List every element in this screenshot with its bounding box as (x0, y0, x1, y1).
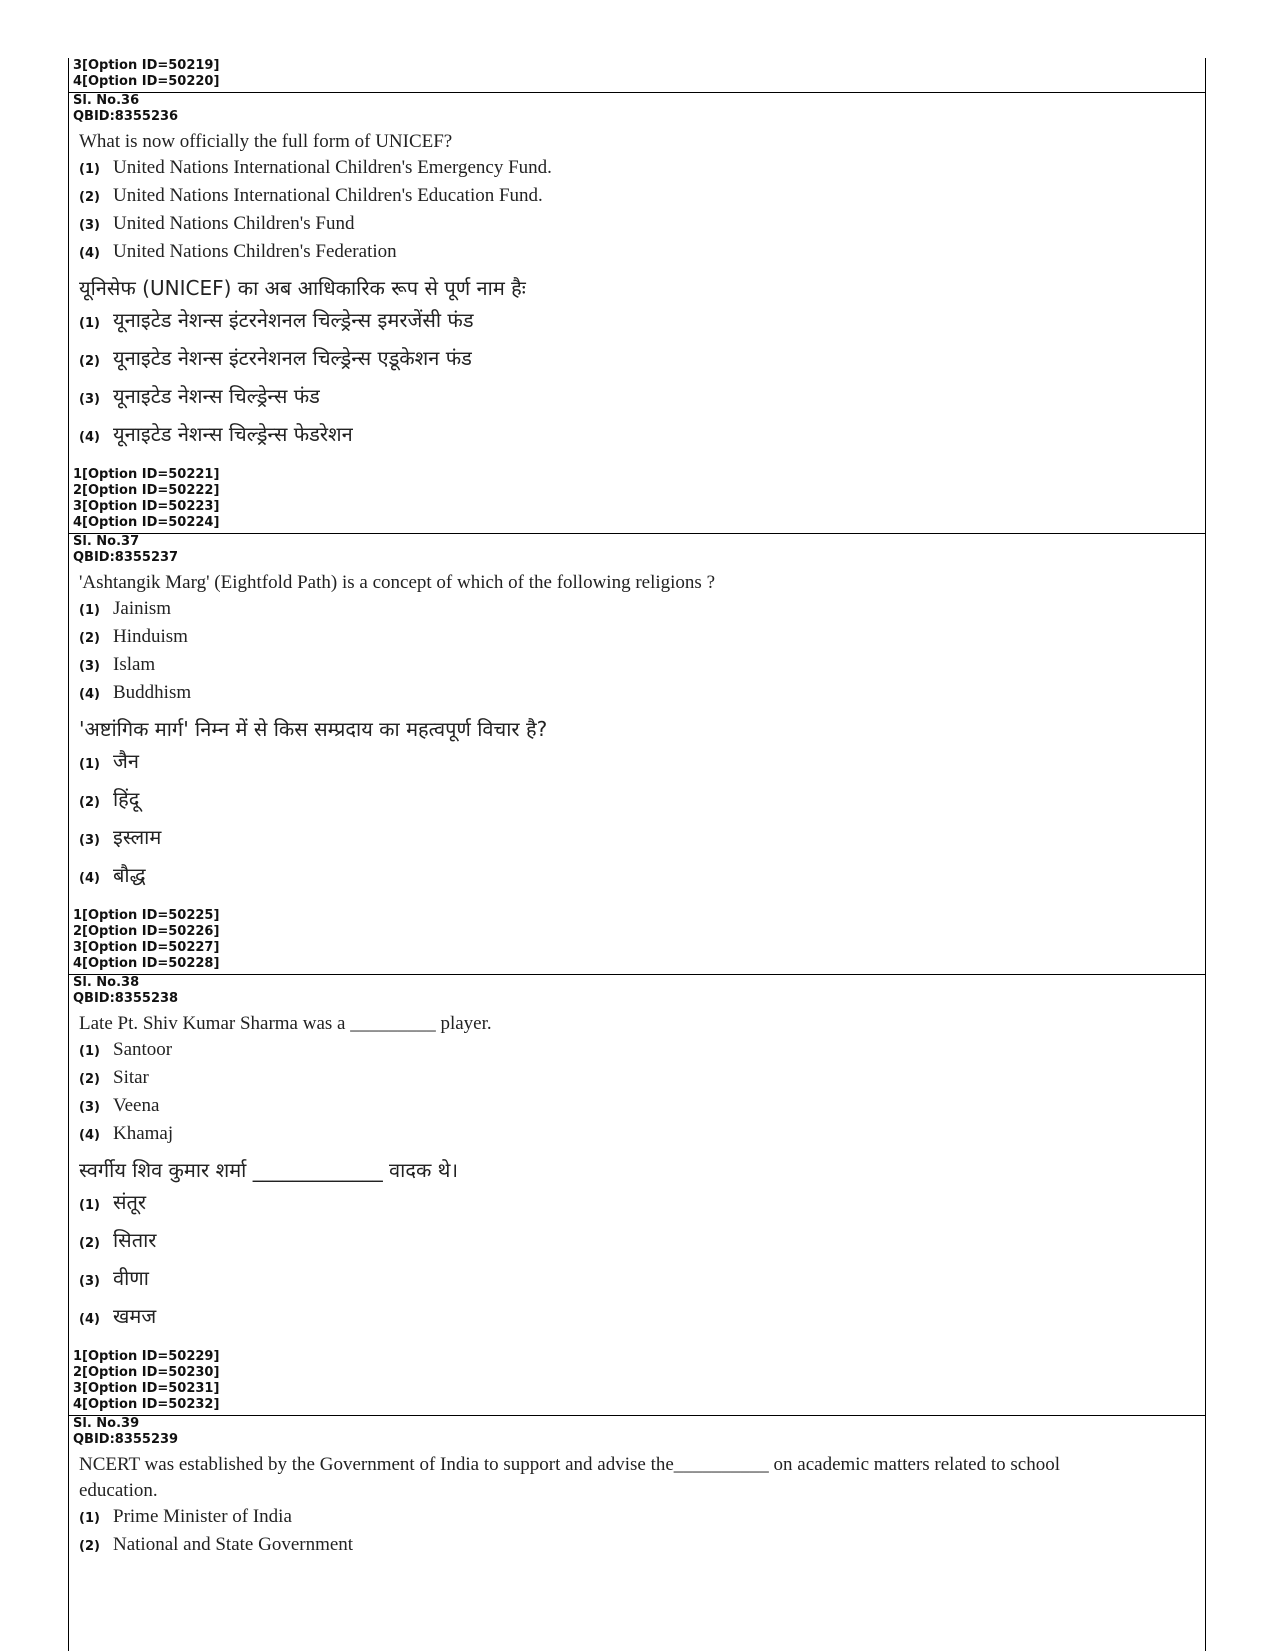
question-text-en: Late Pt. Shiv Kumar Sharma was a _________ player. (79, 1013, 492, 1034)
option-hi-4 (73, 417, 1201, 455)
option-en-4 (73, 680, 1201, 708)
option-number: (1) (79, 757, 100, 772)
option-text: United Nations Children's Fund (113, 213, 355, 234)
option-id-line: 3[Option ID=50231] (73, 1381, 220, 1396)
option-en-3 (73, 211, 1201, 239)
option-hi-1 (73, 303, 1201, 341)
option-id-line: 3[Option ID=50227] (73, 940, 220, 955)
qbid: QBID:8355239 (73, 1432, 179, 1447)
option-en-4 (73, 239, 1201, 267)
option-hi-4 (73, 858, 1201, 896)
question-paper (68, 58, 1206, 1651)
question-text-hi: 'अष्टांगिक मार्ग' निम्न में से किस सम्प्रदाय का महत्वपूर्ण विचार है? (79, 717, 548, 741)
option-number: (3) (79, 218, 100, 233)
option-text: Buddhism (113, 682, 192, 703)
option-text: सितार (113, 1228, 157, 1252)
option-number: (1) (79, 162, 100, 177)
option-number: (1) (79, 1198, 100, 1213)
qbid: QBID:8355236 (73, 109, 179, 124)
option-number: (3) (79, 659, 100, 674)
question-text-hi: स्वर्गीय शिव कुमार शर्मा _____________ वादक थे। (79, 1158, 459, 1182)
option-id-line: 3[Option ID=50223] (73, 499, 220, 514)
serial-number: Sl. No.38 (73, 975, 140, 990)
option-hi-2 (73, 341, 1201, 379)
option-id-line: 2[Option ID=50226] (73, 924, 220, 939)
option-en-2 (73, 1065, 1201, 1093)
option-en-1 (73, 1504, 1201, 1532)
option-text: National and State Government (113, 1534, 354, 1555)
option-id-line: 4[Option ID=50220] (73, 74, 220, 89)
option-text: Veena (113, 1095, 160, 1116)
option-text: Santoor (113, 1039, 173, 1060)
serial-number: Sl. No.37 (73, 534, 140, 549)
option-text: बौद्ध (113, 863, 146, 887)
question-block-39 (69, 1416, 1205, 1560)
option-number: (1) (79, 603, 100, 618)
option-id-line: 4[Option ID=50224] (73, 515, 220, 530)
option-id-line: 2[Option ID=50230] (73, 1365, 220, 1380)
question-text-en: 'Ashtangik Marg' (Eightfold Path) is a concept of which of the following religions ? (79, 572, 716, 593)
option-number: (4) (79, 1128, 100, 1143)
option-ids (73, 467, 1201, 533)
option-text: Sitar (113, 1067, 149, 1088)
question-block-36 (69, 93, 1205, 534)
option-hi-2 (73, 1223, 1201, 1261)
option-number: (3) (79, 392, 100, 407)
option-number: (1) (79, 1044, 100, 1059)
option-number: (4) (79, 687, 100, 702)
option-hi-3 (73, 1261, 1201, 1299)
option-en-2 (73, 624, 1201, 652)
option-number: (4) (79, 871, 100, 886)
option-en-3 (73, 1093, 1201, 1121)
option-text: United Nations International Children's Education Fund. (113, 185, 543, 206)
option-en-1 (73, 155, 1201, 183)
option-text: हिंदू (113, 787, 140, 811)
option-hi-1 (73, 744, 1201, 782)
qbid: QBID:8355238 (73, 991, 179, 1006)
option-text: इस्लाम (113, 825, 162, 849)
option-number: (1) (79, 316, 100, 331)
option-text: यूनाइटेड नेशन्स इंटरनेशनल चिल्ड्रेन्स एडूकेशन फंड (113, 346, 472, 370)
option-en-1 (73, 596, 1201, 624)
option-text: United Nations Children's Federation (113, 241, 397, 262)
question-text-hi: यूनिसेफ (UNICEF) का अब आधिकारिक रूप से पूर्ण नाम हैः (79, 276, 526, 300)
option-text: संतूर (113, 1190, 147, 1214)
option-text: यूनाइटेड नेशन्स चिल्ड्रेन्स फेडरेशन (113, 422, 353, 446)
question-block-37 (69, 534, 1205, 975)
question-text-en: What is now officially the full form of UNICEF? (79, 131, 453, 152)
option-ids (73, 908, 1201, 974)
option-hi-3 (73, 820, 1201, 858)
option-en-2 (73, 1532, 1201, 1560)
option-number: (2) (79, 1236, 100, 1251)
option-text: खमज (113, 1304, 157, 1328)
option-text: वीणा (113, 1266, 149, 1290)
option-number: (2) (79, 354, 100, 369)
question-text-en: NCERT was established by the Government of India to support and advise the__________ on academic matters related to school education. (79, 1454, 1060, 1501)
serial-number: Sl. No.39 (73, 1416, 140, 1431)
option-hi-4 (73, 1299, 1201, 1337)
option-number: (4) (79, 430, 100, 445)
option-text: जैन (113, 749, 139, 773)
option-text: Khamaj (113, 1123, 174, 1144)
option-id-line: 1[Option ID=50229] (73, 1349, 220, 1364)
option-id-line: 2[Option ID=50222] (73, 483, 220, 498)
option-en-3 (73, 652, 1201, 680)
option-hi-2 (73, 782, 1201, 820)
option-number: (2) (79, 631, 100, 646)
option-number: (1) (79, 1511, 100, 1526)
option-number: (2) (79, 1539, 100, 1554)
option-number: (2) (79, 795, 100, 810)
serial-number: Sl. No.36 (73, 93, 140, 108)
previous-option-ids (69, 58, 1205, 93)
option-text: Islam (113, 654, 156, 675)
option-number: (3) (79, 1274, 100, 1289)
option-text: United Nations International Children's Emergency Fund. (113, 157, 552, 178)
option-en-4 (73, 1121, 1201, 1149)
option-id-line: 4[Option ID=50228] (73, 956, 220, 971)
option-text: Jainism (113, 598, 172, 619)
option-number: (2) (79, 190, 100, 205)
option-text: यूनाइटेड नेशन्स इंटरनेशनल चिल्ड्रेन्स इमरजेंसी फंड (113, 308, 474, 332)
option-hi-1 (73, 1185, 1201, 1223)
option-en-1 (73, 1037, 1201, 1065)
qbid: QBID:8355237 (73, 550, 179, 565)
option-number: (3) (79, 1100, 100, 1115)
option-en-2 (73, 183, 1201, 211)
option-text: Prime Minister of India (113, 1506, 292, 1527)
option-number: (3) (79, 833, 100, 848)
option-id-line: 1[Option ID=50221] (73, 467, 220, 482)
option-hi-3 (73, 379, 1201, 417)
option-ids (73, 1349, 1201, 1415)
option-text: Hinduism (113, 626, 188, 647)
question-block-38 (69, 975, 1205, 1416)
option-number: (2) (79, 1072, 100, 1087)
option-number: (4) (79, 1312, 100, 1327)
option-id-line: 4[Option ID=50232] (73, 1397, 220, 1412)
option-text: यूनाइटेड नेशन्स चिल्ड्रेन्स फंड (113, 384, 320, 408)
option-id-line: 1[Option ID=50225] (73, 908, 220, 923)
option-id-line: 3[Option ID=50219] (73, 58, 220, 73)
option-number: (4) (79, 246, 100, 261)
